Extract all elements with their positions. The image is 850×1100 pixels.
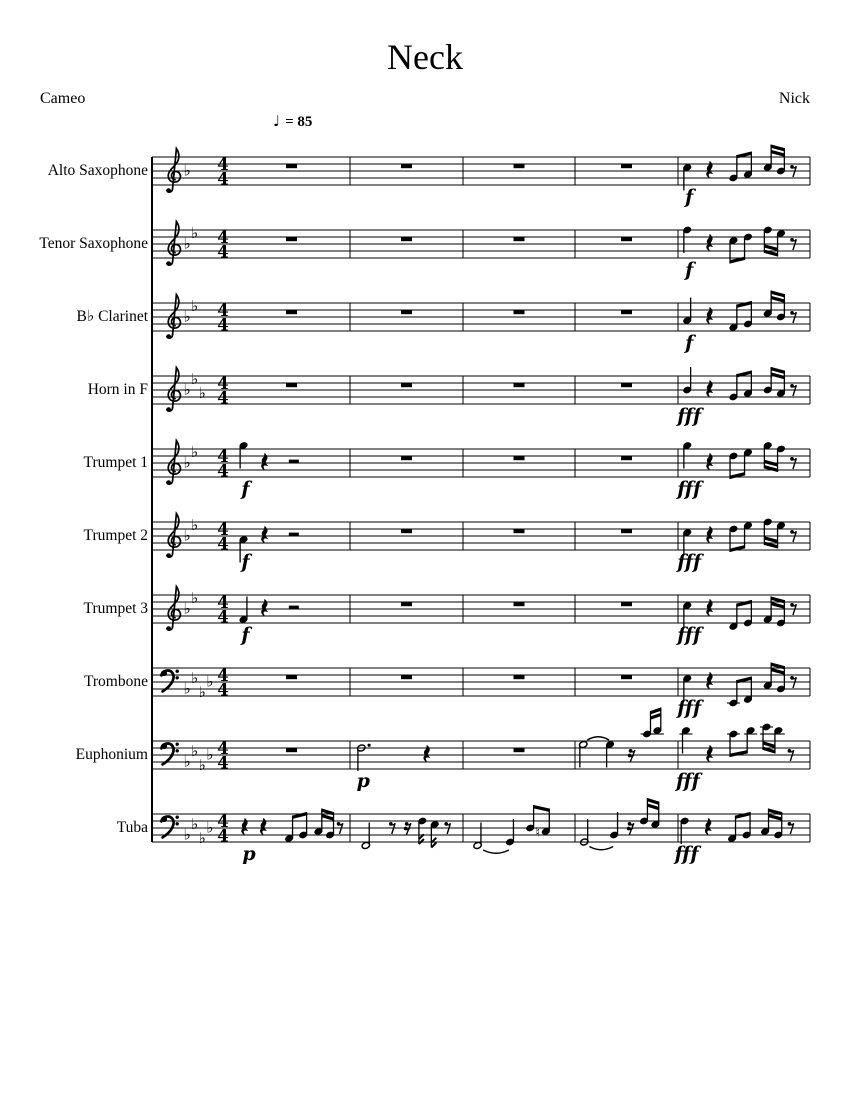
- svg-text:♭: ♭: [183, 453, 191, 472]
- svg-text:4: 4: [217, 519, 229, 539]
- svg-text:♭: ♭: [191, 443, 199, 462]
- staff-trumpet-3: [152, 587, 810, 647]
- svg-text:f: f: [241, 478, 250, 500]
- svg-text:4: 4: [217, 446, 229, 466]
- staff-b-clarinet: [152, 291, 810, 355]
- svg-text:fff: fff: [677, 624, 702, 646]
- svg-text:♭: ♭: [191, 516, 199, 535]
- svg-text:4: 4: [217, 315, 229, 335]
- svg-text:fff: fff: [675, 770, 700, 792]
- instrument-label-tuba: Tuba: [116, 819, 148, 836]
- svg-text:♭: ♭: [183, 599, 191, 618]
- svg-text:♭: ♭: [191, 224, 199, 243]
- instrument-label-trumpet-3: Trumpet 3: [83, 600, 148, 617]
- instrument-label-euphonium: Euphonium: [75, 746, 148, 763]
- svg-text:♭: ♭: [183, 526, 191, 545]
- staff-tuba: [152, 798, 810, 865]
- instrument-label-horn-in-f: Horn in F: [87, 381, 148, 398]
- svg-text:♭: ♭: [183, 825, 191, 844]
- svg-text:♭: ♭: [198, 756, 206, 775]
- staff-trumpet-2: [152, 514, 810, 574]
- svg-text:♭: ♭: [206, 672, 214, 691]
- svg-text:♭: ♭: [206, 745, 214, 764]
- svg-text:4: 4: [217, 592, 229, 612]
- svg-text:4: 4: [217, 373, 229, 393]
- svg-text:f: f: [241, 551, 250, 573]
- svg-text:fff: fff: [677, 551, 702, 573]
- staff-alto-saxophone: [152, 145, 810, 209]
- svg-text:4: 4: [217, 242, 229, 262]
- svg-text:f: f: [241, 624, 250, 646]
- svg-text:4: 4: [217, 388, 229, 408]
- svg-text:4: 4: [217, 169, 229, 189]
- svg-text:4: 4: [217, 738, 229, 758]
- svg-text:4: 4: [217, 811, 229, 831]
- staff-horn-in-f: [152, 367, 810, 427]
- svg-text:♭: ♭: [183, 234, 191, 253]
- quarter-note-icon: ♩: [273, 112, 281, 130]
- instrument-label-alto-saxophone: Alto Saxophone: [47, 162, 148, 179]
- svg-text:4: 4: [217, 300, 229, 320]
- instrument-label-trumpet-2: Trumpet 2: [83, 527, 148, 544]
- lyricist-credit: Cameo: [40, 90, 86, 107]
- svg-text:♭: ♭: [191, 669, 199, 688]
- svg-text:♭: ♭: [198, 829, 206, 848]
- page-title: Neck: [387, 37, 463, 77]
- svg-text:♭: ♭: [183, 307, 191, 326]
- svg-text:4: 4: [217, 534, 229, 554]
- svg-text:fff: fff: [677, 478, 702, 500]
- svg-text:♭: ♭: [183, 752, 191, 771]
- svg-text:fff: fff: [674, 843, 699, 865]
- svg-text:4: 4: [217, 826, 229, 846]
- tempo-bpm-text: = 85: [285, 114, 313, 130]
- svg-text:f: f: [685, 332, 694, 354]
- staff-tenor-saxophone: [152, 222, 810, 282]
- svg-text:4: 4: [217, 680, 229, 700]
- staff-trombone: [152, 663, 810, 720]
- svg-text:♭: ♭: [183, 679, 191, 698]
- svg-text:♮: ♮: [535, 825, 541, 841]
- svg-text:f: f: [685, 186, 694, 208]
- svg-text:p: p: [356, 770, 370, 792]
- svg-text:♭: ♭: [191, 297, 199, 316]
- svg-text:4: 4: [217, 154, 229, 174]
- svg-text:4: 4: [217, 461, 229, 481]
- instrument-label-b-clarinet: B♭ Clarinet: [76, 308, 148, 325]
- staff-euphonium: [152, 708, 810, 793]
- svg-text:♭: ♭: [191, 370, 199, 389]
- svg-text:4: 4: [217, 227, 229, 247]
- svg-text:♭: ♭: [198, 683, 206, 702]
- svg-text:♭: ♭: [191, 742, 199, 761]
- staff-trumpet-1: [152, 441, 810, 501]
- svg-text:fff: fff: [677, 405, 702, 427]
- instrument-label-trumpet-1: Trumpet 1: [83, 454, 148, 471]
- svg-text:4: 4: [217, 753, 229, 773]
- svg-text:♭: ♭: [183, 380, 191, 399]
- svg-text:♭: ♭: [191, 815, 199, 834]
- instrument-label-tenor-saxophone: Tenor Saxophone: [39, 235, 148, 252]
- svg-text:♭: ♭: [198, 384, 206, 403]
- svg-text:f: f: [685, 259, 694, 281]
- svg-text:p: p: [242, 843, 256, 865]
- svg-text:4: 4: [217, 607, 229, 627]
- svg-text:♭: ♭: [183, 161, 191, 180]
- svg-text:fff: fff: [677, 697, 702, 719]
- svg-text:♭: ♭: [191, 589, 199, 608]
- svg-text:♭: ♭: [206, 818, 214, 837]
- svg-text:4: 4: [217, 665, 229, 685]
- composer-credit: Nick: [778, 90, 810, 107]
- instrument-label-trombone: Trombone: [83, 673, 148, 690]
